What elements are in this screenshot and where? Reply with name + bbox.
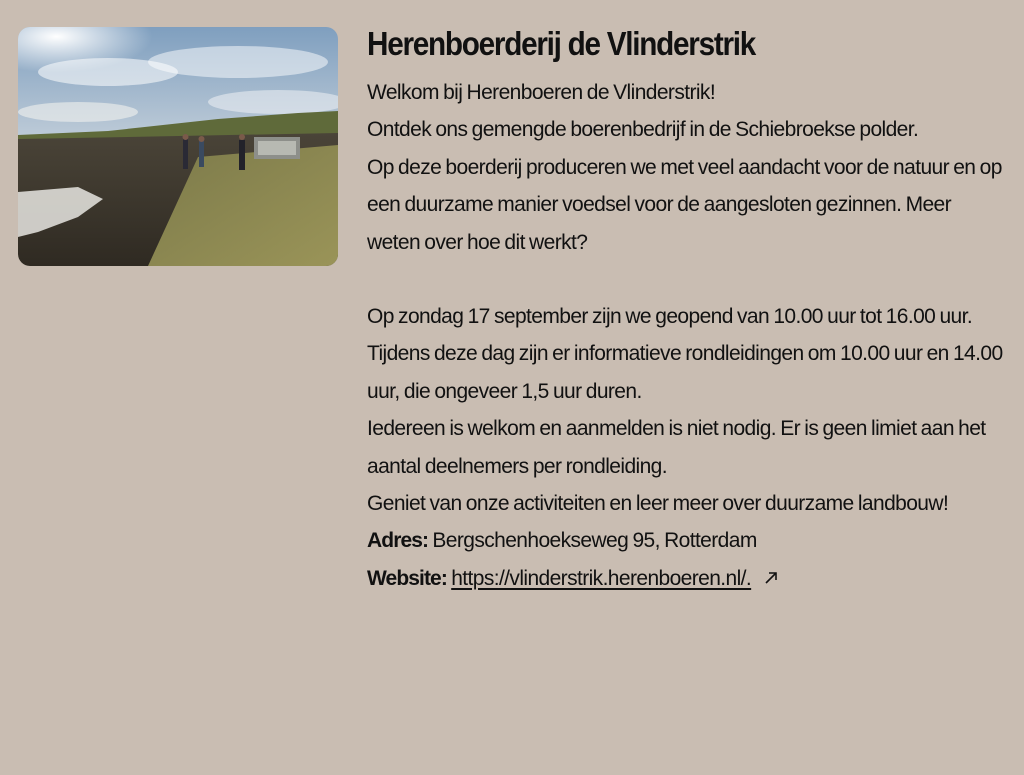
intro-line-2: Ontdek ons gemengde boerenbedrijf in de Schiebroekse polder. [367, 118, 919, 142]
event-block [367, 298, 1007, 597]
content [367, 22, 1007, 597]
farm-photo-illustration [18, 27, 338, 266]
external-link-icon[interactable] [763, 561, 779, 577]
website-link[interactable]: https://vlinderstrik.herenboeren.nl/. [451, 566, 752, 590]
event-line-4: Geniet van onze activiteiten en leer meer over duurzame landbouw! [367, 492, 949, 516]
address-row [367, 522, 1007, 559]
farm-photo [18, 27, 338, 266]
page-title: Herenboerderij de Vlinderstrik [367, 25, 756, 62]
intro-block [367, 74, 1007, 261]
event-line-3: Iedereen is welkom en aanmelden is niet nodig. Er is geen limiet aan het aantal deelnemers per rondleiding. [367, 417, 986, 478]
event-line-2: Tijdens deze dag zijn er informatieve rondleidingen om 10.00 uur en 14.00 uur, die ongeveer 1,5 uur duren. [367, 342, 1003, 403]
section-spacer [367, 261, 1007, 298]
event-line-1: Op zondag 17 september zijn we geopend van 10.00 uur tot 16.00 uur. [367, 305, 973, 329]
website-row [367, 560, 1007, 597]
website-label: Website: [367, 566, 447, 590]
intro-line-3: Op deze boerderij produceren we met veel aandacht voor de natuur en op een duurzame manier voedsel voor de aangesloten gezinnen. Meer weten over hoe dit werkt? [367, 155, 1002, 254]
intro-line-1: Welkom bij Herenboeren de Vlinderstrik! [367, 81, 716, 104]
address-value: Bergschenhoekseweg 95, Rotterdam [432, 529, 757, 553]
address-label: Adres: [367, 529, 429, 553]
